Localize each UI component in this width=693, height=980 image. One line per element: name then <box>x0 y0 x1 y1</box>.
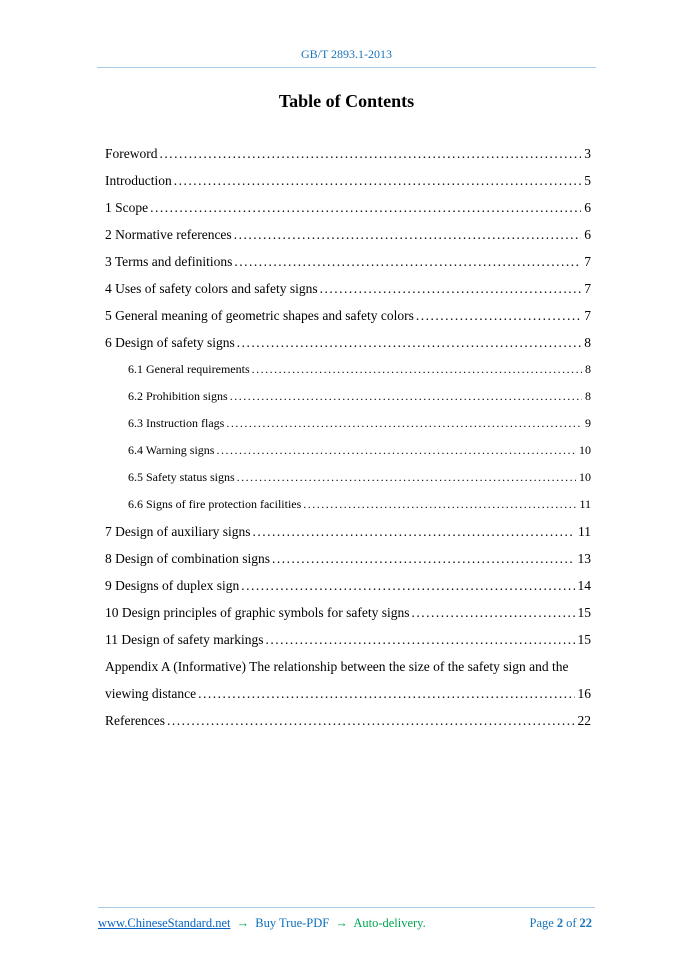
toc-entry-page: 8 <box>585 389 591 403</box>
footer-delivery-text: Auto-delivery. <box>353 916 426 930</box>
toc-entry[interactable] <box>105 221 591 248</box>
toc-leader-dots <box>272 545 575 572</box>
toc-entry-page: 7 <box>584 281 591 296</box>
toc-entry[interactable] <box>105 248 591 275</box>
toc-entry-label: 6.3 Instruction flags <box>128 416 225 430</box>
toc-entry[interactable] <box>105 140 591 167</box>
toc-leader-dots <box>150 194 581 221</box>
toc-leader-dots <box>174 167 582 194</box>
toc-leader-dots <box>160 140 582 167</box>
toc-leader-dots <box>237 329 582 356</box>
toc-entry[interactable] <box>105 518 591 545</box>
total-pages-number: 22 <box>579 916 592 930</box>
toc-entry-label: Introduction <box>105 173 172 188</box>
footer-left <box>98 916 426 931</box>
toc-entry-label: 2 Normative references <box>105 227 232 242</box>
toc-leader-dots <box>216 437 576 464</box>
page-title: Table of Contents <box>278 91 415 111</box>
toc-entry-label: 8 Design of combination signs <box>105 551 270 566</box>
toc-entry[interactable] <box>105 275 591 302</box>
toc-entry-page: 10 <box>579 443 591 457</box>
footer-divider <box>98 907 595 908</box>
toc-entry-page: 11 <box>579 497 591 511</box>
toc-entry-page: 9 <box>585 416 591 430</box>
toc-leader-dots <box>416 302 581 329</box>
toc-entry[interactable] <box>105 356 591 383</box>
toc-leader-dots <box>320 275 582 302</box>
toc-entry-page: 14 <box>577 578 591 593</box>
toc-entry-label: 11 Design of safety markings <box>105 632 264 647</box>
toc-entry-page: 6 <box>584 227 591 242</box>
toc-entry-page: 15 <box>577 632 591 647</box>
toc-entry-page: 7 <box>584 308 591 323</box>
toc-leader-dots <box>198 680 574 707</box>
page-indicator <box>530 916 595 931</box>
toc-entry[interactable] <box>105 464 591 491</box>
toc-entry-page: 13 <box>577 551 591 566</box>
arrow-icon: → <box>335 916 348 930</box>
toc-entry-label: 7 Design of auxiliary signs <box>105 524 251 539</box>
toc-entry[interactable] <box>105 167 591 194</box>
toc-entry-label: References <box>105 713 165 728</box>
toc-entry[interactable] <box>105 653 591 707</box>
page-footer <box>98 916 595 931</box>
toc-entry-page: 8 <box>585 362 591 376</box>
toc-entry-label: 6.6 Signs of fire protection facilities <box>128 497 302 511</box>
toc-entry-label: 10 Design principles of graphic symbols for safety signs <box>105 605 410 620</box>
toc-entry-page: 10 <box>579 470 591 484</box>
toc-leader-dots <box>230 383 582 410</box>
toc-leader-dots <box>303 491 576 518</box>
arrow-icon: → <box>236 916 250 930</box>
toc-leader-dots <box>241 572 574 599</box>
toc-entry[interactable] <box>105 410 591 437</box>
toc-leader-dots <box>234 248 581 275</box>
toc-leader-dots <box>226 410 582 437</box>
toc-entry-page: 22 <box>577 713 591 728</box>
footer-link[interactable]: www.ChineseStandard.net <box>98 916 231 930</box>
toc-leader-dots <box>252 356 582 383</box>
toc-entry[interactable] <box>105 599 591 626</box>
toc-leader-dots <box>234 221 582 248</box>
toc-entry[interactable] <box>105 572 591 599</box>
toc-entry[interactable] <box>105 302 591 329</box>
toc-entry-page: 6 <box>584 200 591 215</box>
toc-entry-page: 3 <box>584 146 591 161</box>
of-label: of <box>566 916 577 930</box>
toc-entry-page: 15 <box>577 605 591 620</box>
toc-entry-label: 9 Designs of duplex sign <box>105 578 240 593</box>
toc-entry[interactable] <box>105 329 591 356</box>
header-divider <box>97 67 596 68</box>
toc-list <box>105 140 591 734</box>
toc-entry[interactable] <box>105 491 591 518</box>
toc-entry-label: 6.5 Safety status signs <box>128 470 235 484</box>
toc-leader-dots <box>237 464 576 491</box>
toc-entry[interactable] <box>105 437 591 464</box>
standard-code-header: GB/T 2893.1-2013 <box>300 47 393 61</box>
toc-entry-label: 5 General meaning of geometric shapes and safety colors <box>105 308 414 323</box>
toc-leader-dots <box>265 626 574 653</box>
toc-entry-page: 11 <box>578 524 591 539</box>
toc-entry-label: 6.4 Warning signs <box>128 443 215 457</box>
toc-entry-label: 6.1 General requirements <box>128 362 250 376</box>
toc-entry-label: 1 Scope <box>105 200 149 215</box>
toc-leader-dots <box>167 707 575 734</box>
toc-entry[interactable] <box>105 194 591 221</box>
toc-entry-page: 7 <box>584 254 591 269</box>
toc-entry-page: 16 <box>577 686 591 701</box>
toc-entry-label: 6 Design of safety signs <box>105 335 235 350</box>
toc-entry-page: 5 <box>584 173 591 188</box>
toc-entry-label: viewing distance <box>105 686 197 701</box>
current-page-number: 2 <box>556 916 564 930</box>
toc-leader-dots <box>252 518 575 545</box>
toc-entry-page: 8 <box>584 335 591 350</box>
toc-entry-label: 6.2 Prohibition signs <box>128 389 228 403</box>
footer-buy-text: Buy True-PDF <box>255 916 330 930</box>
toc-leader-dots <box>411 599 574 626</box>
toc-entry[interactable] <box>105 707 591 734</box>
toc-entry-label: Foreword <box>105 146 158 161</box>
page-label: Page <box>529 916 554 930</box>
toc-entry[interactable] <box>105 545 591 572</box>
toc-entry-text-line: Appendix A (Informative) The relationship between the size of the safety sign and the <box>105 659 569 674</box>
toc-entry-label: 3 Terms and definitions <box>105 254 233 269</box>
toc-entry-label: 4 Uses of safety colors and safety signs <box>105 281 318 296</box>
toc-entry[interactable] <box>105 383 591 410</box>
toc-entry[interactable] <box>105 626 591 653</box>
